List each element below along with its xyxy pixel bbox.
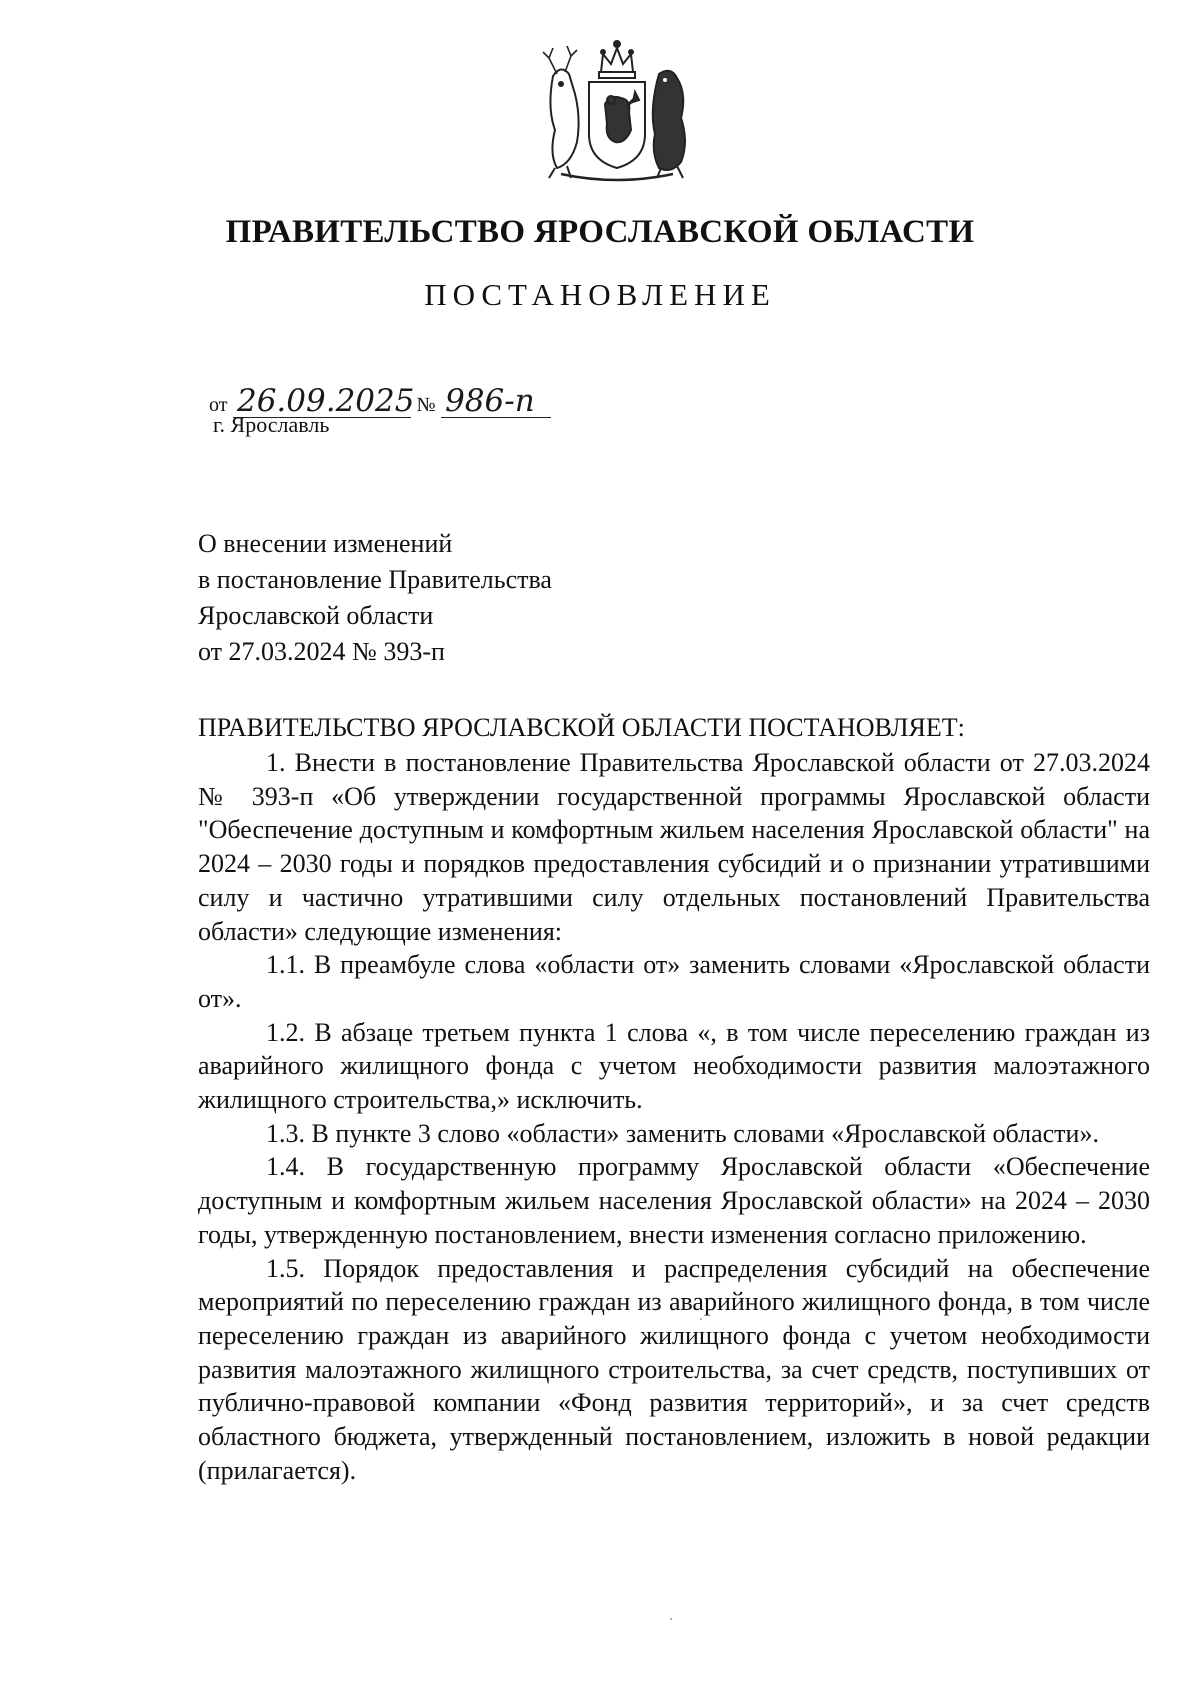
government-title: ПРАВИТЕЛЬСТВО ЯРОСЛАВСКОЙ ОБЛАСТИ [225,214,975,250]
coat-of-arms-icon [531,34,703,184]
scan-speck [670,1618,672,1620]
document-body [198,746,1150,1487]
document-type-title: ПОСТАНОВЛЕНИЕ [424,277,776,312]
city-line: г. Ярославль [213,412,330,437]
paragraph: 1.1. В преамбуле слова «области от» заменить словами «Ярославской области от». [198,950,1150,1013]
paragraph: 1.2. В абзаце третьем пункта 1 слова «, в том числе переселению граждан из аварийного жилищного фонда с учетом необходимости развития малоэтажного жилищного строительства,» исключить. [198,1017,1150,1115]
decree-line: ПРАВИТЕЛЬСТВО ЯРОСЛАВСКОЙ ОБЛАСТИ ПОСТАНОВЛЯЕТ: [198,713,965,742]
handwritten-date: 26.09.2025 [233,386,411,418]
paragraph: 1. Внести в постановление Правительства Ярославской области от 27.03.2024 № 393-п «Об утверждении государственной программы Ярославской области "Обеспечение доступным и комфортным жильем населения Ярославской области" на 2024 – 2030 годы и порядков предоставления субсидий и о признании утратившими силу и частично утратившими силу отдельных постановлений Правительства области» следующие изменения: [198,748,1150,946]
scan-speck [700,1318,702,1320]
document-subject [198,526,552,670]
subject-line: Ярославской области [198,601,434,630]
paragraph: 1.4. В государственную программу Ярославской области «Обеспечение доступным и комфортным жильем населения Ярославской области» на 2024 – 2030 годы, утвержденную постановлением, внести изменения согласно приложению. [198,1152,1150,1249]
subject-line: в постановление Правительства [198,565,552,594]
subject-line: О внесении изменений [198,529,453,558]
subject-line: от 27.03.2024 № 393-п [198,637,445,666]
paragraph: 1.5. Порядок предоставления и распределения субсидий на обеспечение мероприятий по переселению граждан из аварийного жилищного фонда, в том числе переселению граждан из аварийного жилищного фонда с учетом необходимости развития малоэтажного жилищного строительства, за счет средств, поступивших от публично-правовой компании «Фонд развития территорий», и за счет средств областного бюджета, утвержденный постановлением, изложить в новой редакции (прилагается). [198,1253,1150,1485]
paragraph: 1.3. В пункте 3 слово «области» заменить словами «Ярославской области». [266,1118,1099,1148]
date-prefix: от [209,394,228,416]
number-prefix: № [416,394,436,416]
handwritten-number: 986-п [441,386,551,418]
